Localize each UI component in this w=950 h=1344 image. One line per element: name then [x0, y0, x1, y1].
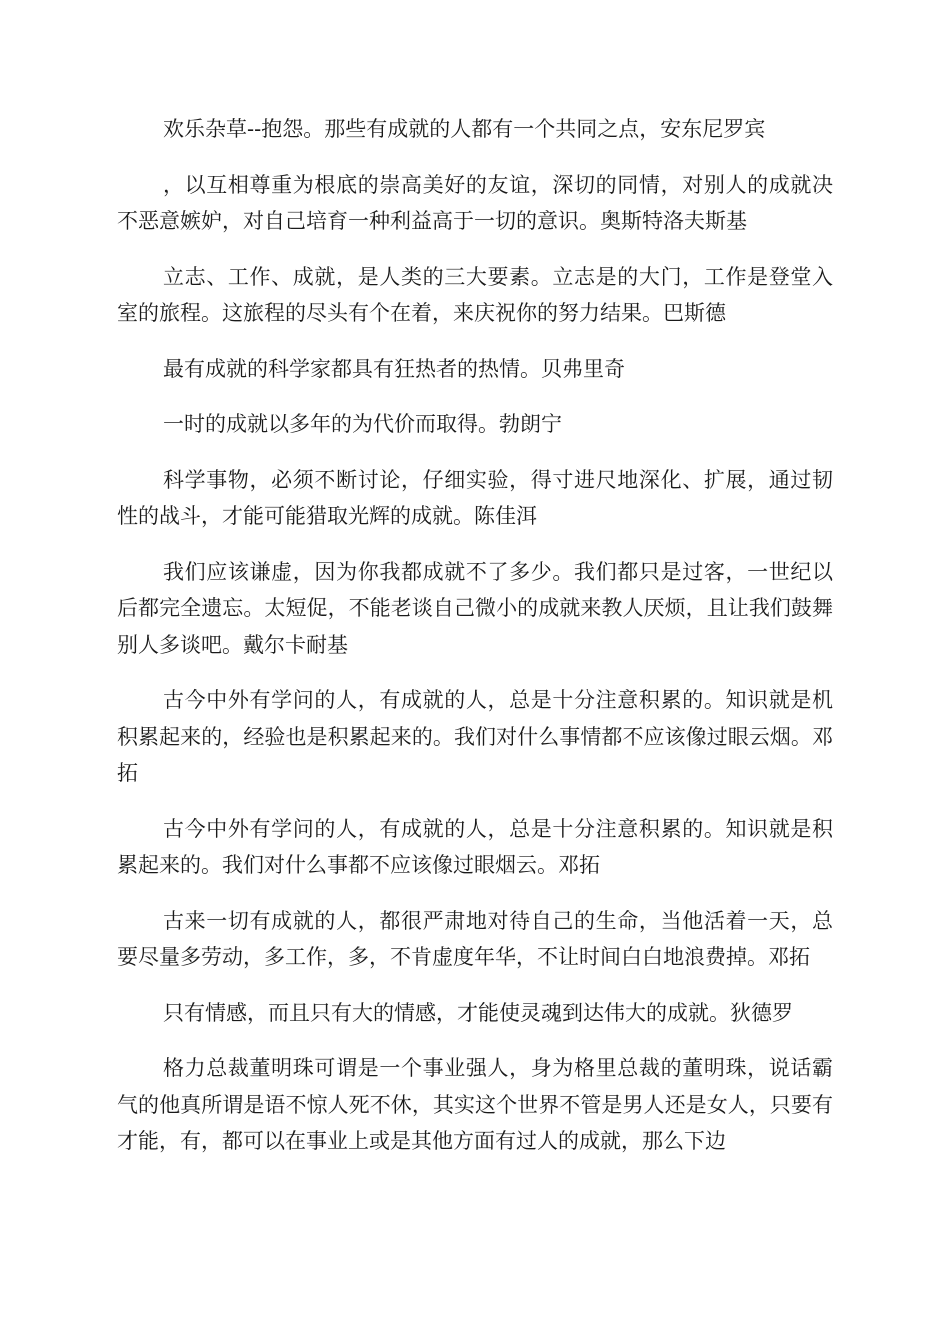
paragraph-1: 欢乐杂草--抱怨。那些有成就的人都有一个共同之点，安东尼罗宾: [163, 117, 766, 141]
paragraph-8: 古今中外有学问的人，有成就的人，总是十分注意积累的。知识就是机积累起来的，经验也是积累起来的。我们对什么事情都不应该像过眼云烟。邓拓: [117, 688, 833, 785]
paragraph-3: 立志、工作、成就，是人类的三大要素。立志是的大门，工作是登堂入室的旅程。这旅程的尽头有个在着，来庆祝你的努力结果。巴斯德: [117, 264, 833, 325]
paragraph-7: 我们应该谦虚，因为你我都成就不了多少。我们都只是过客，一世纪以后都完全遗忘。太短促，不能老谈自己微小的成就来教人厌烦，且让我们鼓舞别人多谈吧。戴尔卡耐基: [117, 559, 833, 657]
paragraph-12: 格力总裁董明珠可谓是一个事业强人，身为格里总裁的董明珠，说话霸气的他真所谓是语不惊人死不休，其实这个世界不管是男人还是女人，只要有才能，有，都可以在事业上或是其他方面有过人的成就，那么下边: [117, 1056, 833, 1153]
document-body: [117, 111, 833, 1179]
paragraph-11: 只有情感，而且只有大的情感，才能使灵魂到达伟大的成就。狄德罗: [163, 1000, 793, 1025]
paragraph-6: 科学事物，必须不断讨论，仔细实验，得寸进尺地深化、扩展，通过韧性的战斗，才能可能猎取光辉的成就。陈佳洱: [117, 467, 833, 528]
paragraph-4: 最有成就的科学家都具有狂热者的热情。贝弗里奇: [163, 356, 625, 381]
paragraph-2: ，以互相尊重为根底的崇高美好的友谊，深切的同情，对别人的成就决不恶意嫉妒，对自己培育一种利益高于一切的意识。奥斯特洛夫斯基: [117, 172, 833, 233]
paragraph-9: 古今中外有学问的人，有成就的人，总是十分注意积累的。知识就是积累起来的。我们对什么事都不应该像过眼烟云。邓拓: [117, 816, 833, 877]
paragraph-10: 古来一切有成就的人，都很严肃地对待自己的生命，当他活着一天，总要尽量多劳动，多工作，多，不肯虚度年华，不让时间白白地浪费掉。邓拓: [117, 908, 833, 969]
paragraph-5: 一时的成就以多年的为代价而取得。勃朗宁: [163, 412, 562, 436]
